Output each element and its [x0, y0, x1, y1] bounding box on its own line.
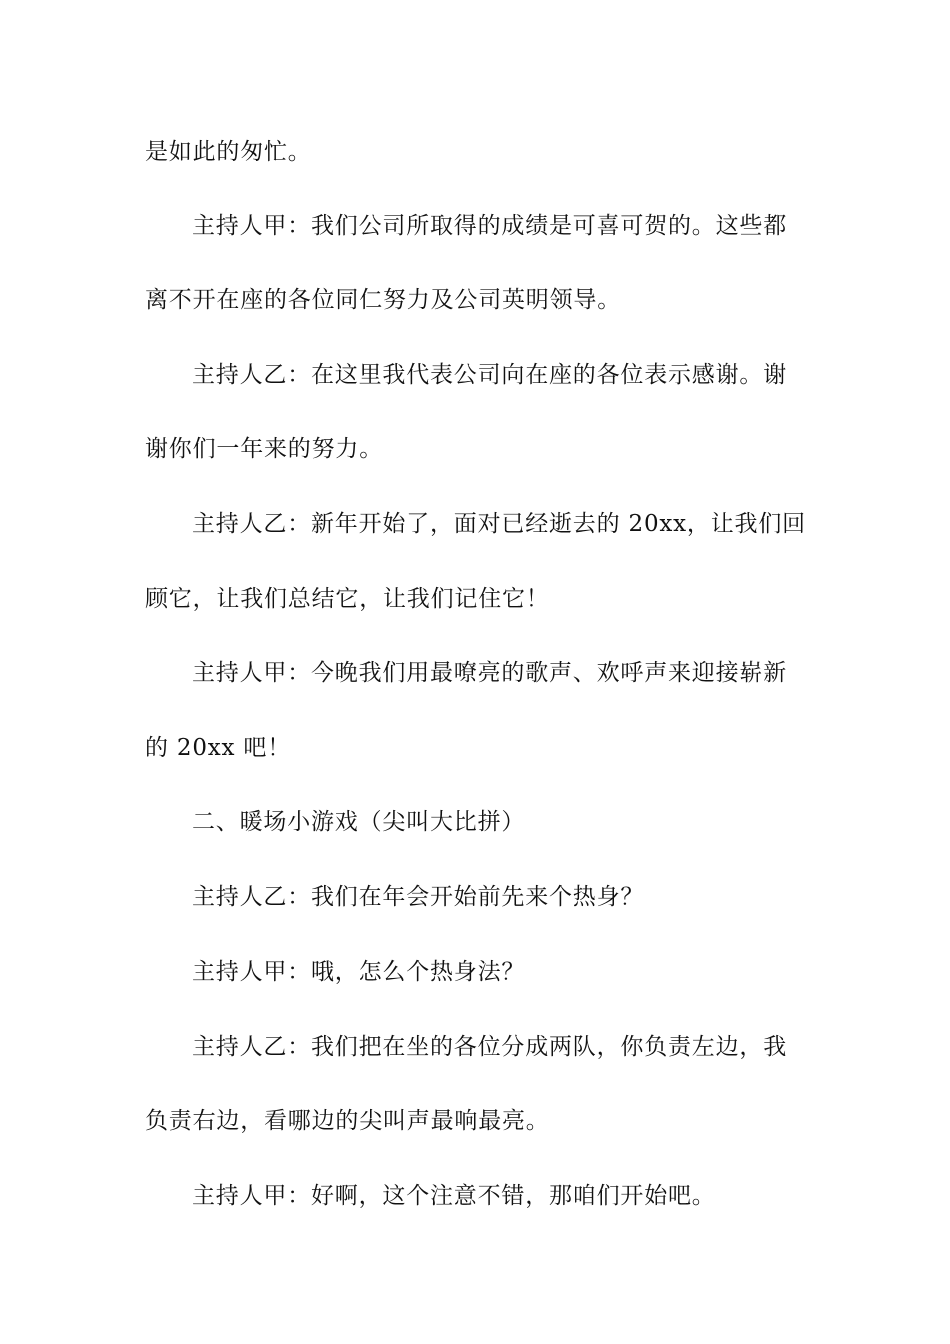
text-line-continuation: 的 20xx 吧！	[145, 735, 292, 761]
paragraph-host-b-3: 主持人乙：我们在年会开始前先来个热身？	[192, 884, 645, 910]
text-line-continuation: 负责右边，看哪边的尖叫声最响最亮。	[145, 1108, 550, 1134]
text-line-continuation: 离不开在座的各位同仁努力及公司英明领导。	[145, 287, 621, 313]
section-heading: 二、暖场小游戏（尖叫大比拼）	[192, 809, 526, 835]
paragraph-host-b-4: 主持人乙：我们把在坐的各位分成两队，你负责左边，我	[192, 1034, 787, 1060]
paragraph-host-a-4: 主持人甲：好啊，这个注意不错，那咱们开始吧。	[192, 1183, 716, 1209]
text-line-continuation: 是如此的匆忙。	[145, 139, 312, 165]
paragraph-host-b-1: 主持人乙：在这里我代表公司向在座的各位表示感谢。谢	[192, 362, 787, 388]
paragraph-host-a-1: 主持人甲：我们公司所取得的成绩是可喜可贺的。这些都	[192, 213, 787, 239]
paragraph-host-a-2: 主持人甲：今晚我们用最嘹亮的歌声、欢呼声来迎接崭新	[192, 660, 787, 686]
text-line-continuation: 谢你们一年来的努力。	[145, 436, 383, 462]
paragraph-host-a-3: 主持人甲：哦，怎么个热身法？	[192, 959, 526, 985]
text-line-continuation: 顾它，让我们总结它，让我们记住它！	[145, 586, 550, 612]
paragraph-host-b-2: 主持人乙：新年开始了，面对已经逝去的 20xx，让我们回	[192, 511, 806, 537]
